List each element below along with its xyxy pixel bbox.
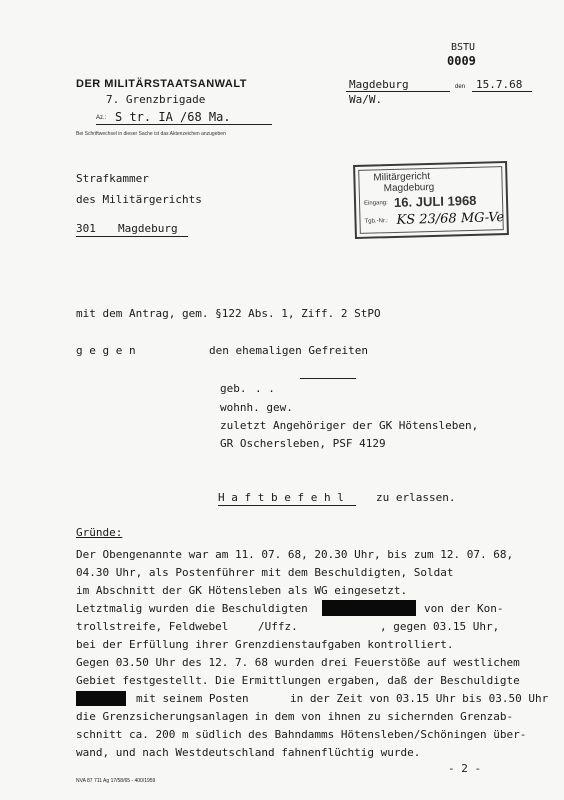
- file-number-underline: [96, 124, 272, 125]
- against-label: g e g e n: [76, 344, 136, 357]
- redaction-box: [322, 600, 416, 616]
- grounds-line-5c: , gegen 03.15 Uhr,: [380, 620, 500, 633]
- grounds-line-7: Gegen 03.50 Uhr des 12. 7. 68 wurden drei Feuerstöße auf westlichem: [76, 656, 520, 669]
- page-marker: - 2 -: [448, 762, 482, 775]
- born-value: . .: [255, 382, 275, 395]
- warrant-label: H a f t b e f e h l: [218, 491, 344, 504]
- motion: mit dem Antrag, gem. §122 Abs. 1, Ziff. 2 StPO: [76, 307, 381, 320]
- unit-name: 7. Grenzbrigade: [106, 93, 206, 106]
- grounds-line-9b: in der Zeit von 03.15 Uhr bis 03.50 Uhr: [290, 692, 549, 705]
- grounds-line-1: Der Obengenannte war am 11. 07. 68, 20.30 Uhr, bis zum 12. 07. 68,: [76, 548, 514, 561]
- grounds-line-6: bei der Erfüllung ihrer Grenzdienstaufgaben kontrolliert.: [76, 638, 454, 651]
- grounds-line-11: schnitt ca. 200 m südlich des Bahndamms Hötensleben/Schöningen über-: [76, 728, 527, 741]
- against-line1: den ehemaligen Gefreiten: [209, 344, 368, 357]
- grounds-line-8: Gebiet festgestellt. Die Ermittlungen ergaben, daß der Beschuldigte: [76, 674, 520, 687]
- grounds-line-5a: trollstreife, Feldwebel: [76, 620, 229, 633]
- grounds-line-3: im Abschnitt der GK Hötensleben als WG eingesetzt.: [76, 584, 408, 597]
- grounds-line-10: die Grenzsicherungsanlagen in dem von ihnen zu sichernden Grenzab-: [76, 710, 514, 723]
- grounds-line-12: wand, und nach Westdeutschland fahnenflüchtig wurde.: [76, 746, 421, 759]
- grounds-line-9a: mit seinem Posten: [136, 692, 249, 705]
- archive-stamp-line1: BSTU: [451, 42, 476, 53]
- recipient-underline: [76, 236, 188, 237]
- stamp-title: Militärgericht: [373, 171, 431, 184]
- grounds-line-2: 04.30 Uhr, als Postenführer mit dem Beschuldigten, Soldat: [76, 566, 454, 579]
- warrant-underline: [218, 505, 356, 506]
- recipient-line1: Strafkammer: [76, 172, 149, 185]
- grounds-line-5b: /Uffz.: [258, 620, 298, 633]
- regiment: GR Oschersleben, PSF 4129: [220, 437, 386, 450]
- print-code: NVA 87 711 Ag 17/58/65 - 400/1959: [76, 778, 156, 784]
- receipt-stamp: [353, 161, 509, 239]
- stamp-journal-number: KS 23/68 MG-Ve: [396, 210, 505, 228]
- recipient-postcode: 301: [76, 222, 96, 235]
- grounds-line-4b: von der Kon-: [424, 602, 504, 615]
- archive-stamp-line2: 0009: [447, 54, 476, 68]
- date: 15.7.68: [476, 78, 523, 91]
- stamp-received-date: 16. JULI 1968: [393, 192, 477, 210]
- stamp-journal-label: Tgb.-Nr.:: [364, 218, 388, 225]
- redacted-name-line: [300, 378, 356, 379]
- file-number-label: Az.:: [96, 115, 107, 121]
- residence-label: wohnh. gew.: [220, 401, 293, 414]
- warrant-suffix: zu erlassen.: [376, 491, 456, 504]
- redaction-box: [76, 691, 126, 706]
- last-member: zuletzt Angehöriger der GK Hötensleben,: [220, 419, 479, 432]
- initials: Wa/W.: [349, 93, 383, 106]
- date-underline: [472, 91, 532, 92]
- authority-title: DER MILITÄRSTAATSANWALT: [76, 78, 247, 90]
- place-underline: [346, 91, 450, 92]
- stamp-city: Magdeburg: [383, 181, 435, 195]
- file-number: S tr. IA /68 Ma.: [115, 110, 231, 124]
- stamp-received-label: Eingang:: [363, 200, 388, 207]
- grounds-line-4a: Letztmalig wurden die Beschuldigten: [76, 602, 308, 615]
- recipient-line2: des Militärgerichts: [76, 193, 202, 206]
- grounds-label: Gründe:: [76, 526, 123, 539]
- file-number-note: Bei Schriftwechsel in dieser Sache ist das Aktenzeichen anzugeben: [76, 131, 226, 137]
- date-label: den: [455, 84, 466, 90]
- recipient-city: Magdeburg: [118, 222, 178, 235]
- place: Magdeburg: [349, 78, 409, 91]
- born-label: geb.: [220, 382, 247, 395]
